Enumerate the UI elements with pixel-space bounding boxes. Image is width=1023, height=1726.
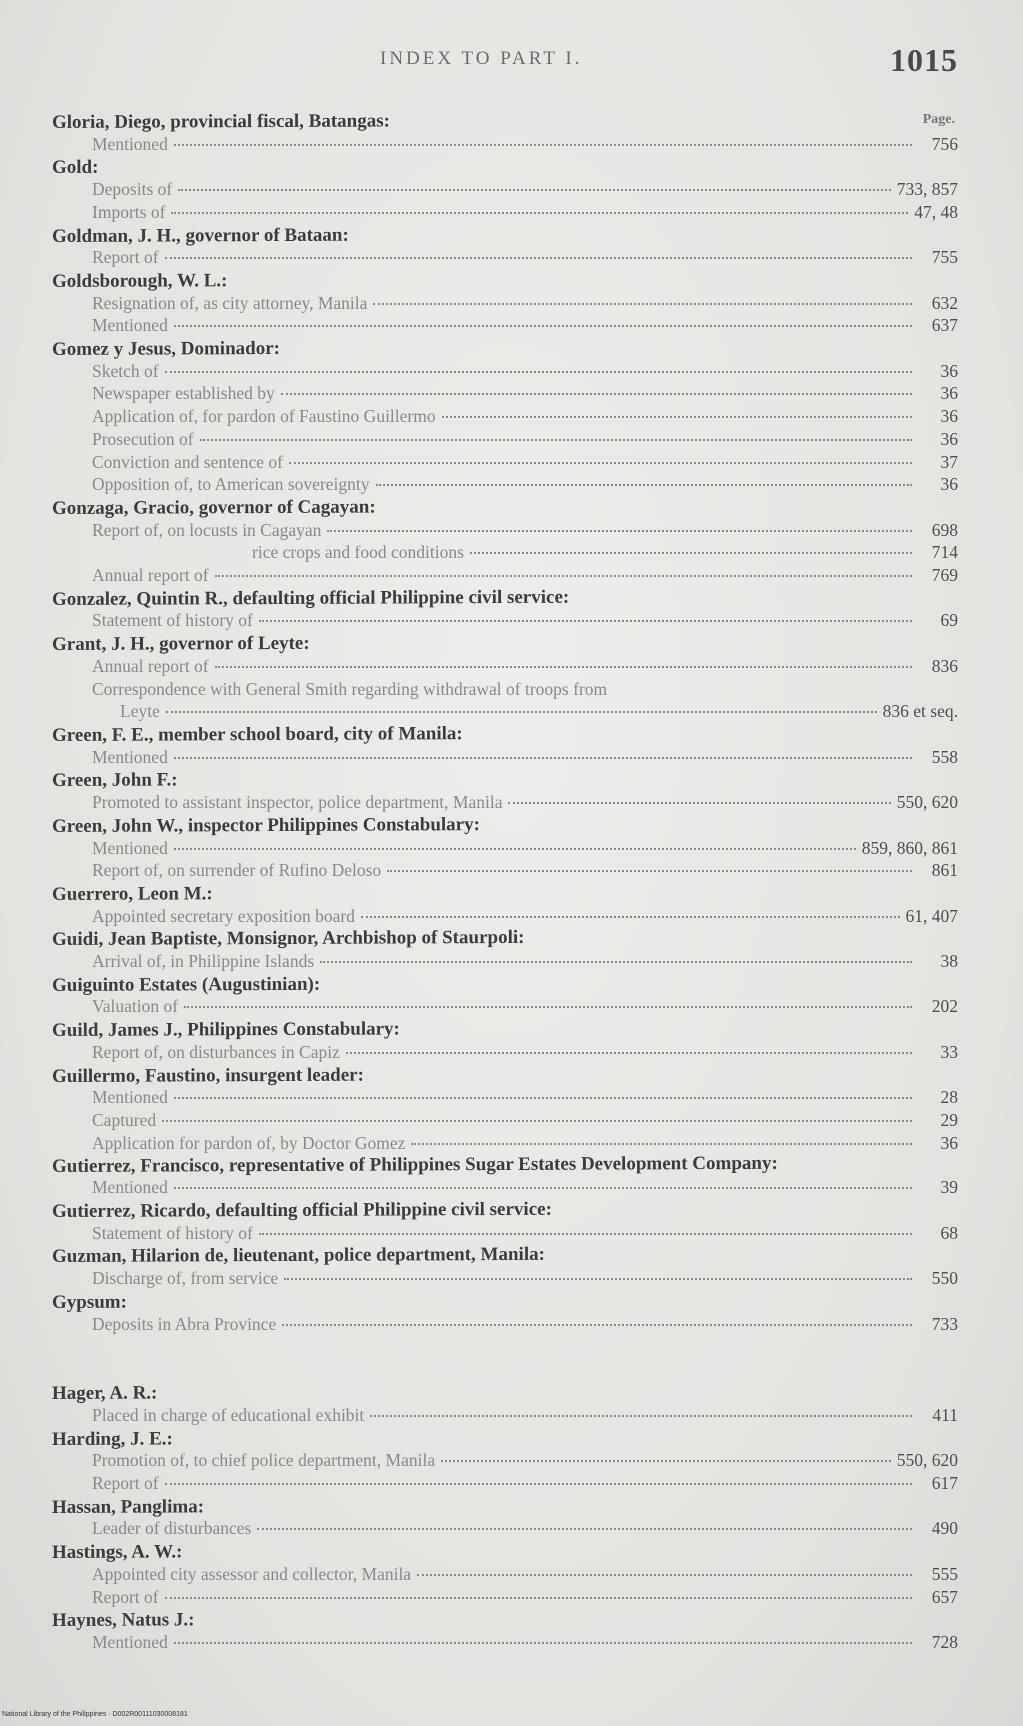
index-subentry xyxy=(52,655,958,678)
dot-leader xyxy=(417,1574,912,1576)
page-reference: 411 xyxy=(932,1404,958,1425)
index-subentry xyxy=(52,678,958,701)
page-reference: 202 xyxy=(931,996,958,1017)
dot-leader xyxy=(171,212,908,214)
subentry-text: Mentioned xyxy=(92,1087,168,1108)
index-heading: Guidi, Jean Baptiste, Monsignor, Archbishop of Staurpoli: xyxy=(52,927,525,951)
dot-leader xyxy=(165,257,912,259)
page-reference: 733, 857 xyxy=(896,179,958,200)
dot-leader xyxy=(174,848,856,850)
section-gap xyxy=(52,1335,958,1381)
index-subentry xyxy=(52,292,958,315)
dot-leader xyxy=(162,1120,912,1122)
page-reference: 490 xyxy=(931,1518,958,1539)
index-subentry xyxy=(52,133,958,156)
dot-leader xyxy=(376,484,912,486)
subentry-text: Statement of history of xyxy=(92,1222,253,1243)
index-subentry xyxy=(52,360,958,383)
dot-leader xyxy=(174,1097,912,1099)
index-heading: Hager, A. R.: xyxy=(52,1382,158,1405)
subentry-text: Report of, on disturbances in Capiz xyxy=(92,1041,340,1062)
page-reference: 37 xyxy=(940,451,958,472)
page-reference: 36 xyxy=(940,360,958,381)
index-subentry xyxy=(52,1041,958,1064)
dot-leader xyxy=(174,1187,912,1189)
index-subentry xyxy=(52,1132,958,1155)
subentry-text: Report of xyxy=(92,247,159,268)
dot-leader xyxy=(165,371,912,373)
subentry-text: Placed in charge of educational exhibit xyxy=(92,1404,365,1425)
subentry-text: Promotion of, to chief police department, Manila xyxy=(92,1450,436,1471)
index-heading: Guild, James J., Philippines Constabulary: xyxy=(52,1018,400,1042)
dot-leader xyxy=(470,552,912,554)
page-reference: 698 xyxy=(931,519,958,540)
index-subentry xyxy=(52,1404,958,1427)
index-subentry xyxy=(52,1086,958,1109)
subentry-text: Prosecution of xyxy=(92,428,194,449)
subentry-text: Mentioned xyxy=(92,1177,168,1198)
dot-leader xyxy=(166,711,877,713)
dot-leader xyxy=(346,1052,912,1054)
dot-leader xyxy=(281,393,912,395)
subentry-text: Report of, on locusts in Cagayan xyxy=(92,519,322,540)
dot-leader xyxy=(174,325,912,327)
index-subentry xyxy=(52,609,958,632)
index-subentry xyxy=(52,314,958,337)
dot-leader xyxy=(165,1483,912,1485)
index-subentry xyxy=(52,995,958,1018)
index-subentry xyxy=(52,564,958,587)
subentry-text: Leader of disturbances xyxy=(92,1518,252,1539)
page-reference: 36 xyxy=(940,428,958,449)
index-heading: Guzman, Hilarion de, lieutenant, police department, Manila: xyxy=(52,1244,545,1268)
page-reference: 550, 620 xyxy=(896,792,958,813)
index-heading: Gonzalez, Quintin R., defaulting official Philippine civil service: xyxy=(52,586,570,610)
footer-credit: National Library of the Philippines · D002R00111030008181 xyxy=(2,1711,188,1718)
dot-leader xyxy=(289,462,912,464)
dot-leader xyxy=(327,530,912,532)
subentry-text: Report of xyxy=(92,1473,159,1494)
subentry-text: Opposition of, to American sovereignty xyxy=(92,474,370,495)
dot-leader xyxy=(508,802,890,804)
index-subentry xyxy=(52,859,958,882)
subentry-text: Mentioned xyxy=(92,746,168,767)
dot-leader xyxy=(284,1278,912,1280)
subentry-text: Deposits in Abra Province xyxy=(92,1313,277,1334)
index-heading: Harding, J. E.: xyxy=(52,1428,173,1450)
subentry-text: Mentioned xyxy=(92,315,168,336)
index-subentry xyxy=(52,382,958,405)
dot-leader xyxy=(373,303,912,305)
page-reference: 861 xyxy=(931,860,958,881)
index-heading: Hastings, A. W.: xyxy=(52,1541,183,1564)
subentry-text: Annual report of xyxy=(92,565,209,586)
subentry-text: Appointed city assessor and collector, Manila xyxy=(92,1563,412,1584)
index-subentry xyxy=(52,905,958,928)
index-heading: Haynes, Natus J.: xyxy=(52,1609,195,1632)
page-reference: 550, 620 xyxy=(896,1450,958,1471)
page-reference: 68 xyxy=(940,1222,958,1243)
page-column-label: Page. xyxy=(922,112,955,127)
index-heading: Goldsborough, W. L.: xyxy=(52,270,228,292)
index-heading: Gloria, Diego, provincial fiscal, Batangas: xyxy=(52,110,390,133)
index-heading: Gutierrez, Ricardo, defaulting official Philippine civil service: xyxy=(52,1198,552,1223)
index-list xyxy=(52,110,958,1654)
index-subentry xyxy=(52,1313,958,1336)
page-reference: 555 xyxy=(931,1563,958,1584)
index-subentry xyxy=(52,246,958,269)
page-reference: 61, 407 xyxy=(905,905,958,926)
index-heading: Guerrero, Leon M.: xyxy=(52,883,213,905)
subentry-text: Report of, on surrender of Rufino Deloso xyxy=(92,860,382,881)
dot-leader xyxy=(215,666,912,668)
index-subentry xyxy=(52,451,958,474)
subentry-text: Valuation of xyxy=(92,996,179,1017)
index-subentry xyxy=(52,1176,958,1199)
page-reference: 29 xyxy=(940,1109,958,1130)
subentry-text: Mentioned xyxy=(92,837,168,858)
page-reference: 728 xyxy=(931,1632,958,1652)
index-heading: Gold: xyxy=(52,157,99,179)
page-reference: 558 xyxy=(931,746,958,767)
index-subentry xyxy=(52,519,958,542)
page-reference: 755 xyxy=(931,247,958,268)
subentry-text: Captured xyxy=(92,1109,157,1130)
page-reference: 769 xyxy=(931,565,958,586)
page-reference: 836 xyxy=(931,655,958,676)
index-subentry xyxy=(52,405,958,428)
page-reference: 836 et seq. xyxy=(882,701,958,722)
subentry-text: Mentioned xyxy=(92,1632,168,1652)
index-subentry xyxy=(52,1631,958,1654)
index-subentry xyxy=(52,1586,958,1609)
page-reference: 36 xyxy=(940,474,958,495)
subentry-text: Arrival of, in Philippine Islands xyxy=(92,951,315,972)
index-heading: Grant, J. H., governor of Leyte: xyxy=(52,633,310,656)
dot-leader xyxy=(320,961,912,963)
index-heading: Guiguinto Estates (Augustinian): xyxy=(52,973,321,996)
index-heading: Gutierrez, Francisco, representative of Philippines Sugar Estates Development Company: xyxy=(52,1153,778,1178)
dot-leader xyxy=(184,1006,912,1008)
index-subentry xyxy=(52,1222,958,1245)
dot-leader xyxy=(441,1460,891,1462)
dot-leader xyxy=(411,1143,912,1145)
subentry-text: Imports of xyxy=(92,201,166,222)
subentry-text: rice crops and food conditions xyxy=(252,542,464,563)
subentry-text: Report of xyxy=(92,1586,159,1607)
index-heading: Green, John F.: xyxy=(52,769,178,792)
subentry-text: Mentioned xyxy=(92,133,168,154)
subentry-text: Statement of history of xyxy=(92,610,253,631)
index-subentry xyxy=(52,1109,958,1132)
dot-leader xyxy=(387,870,912,872)
subentry-text: Correspondence with General Smith regarding withdrawal of troops from xyxy=(92,678,608,699)
index-heading: Green, John W., inspector Philippines Constabulary: xyxy=(52,813,480,837)
running-head: INDEX TO PART I. xyxy=(380,48,583,69)
page-number: 1015 xyxy=(890,42,958,78)
page-reference: 550 xyxy=(931,1268,958,1289)
subentry-text: Annual report of xyxy=(92,655,209,676)
page-reference: 617 xyxy=(931,1473,958,1494)
dot-leader xyxy=(259,1233,912,1235)
index-subentry xyxy=(52,178,958,201)
page-reference: 859, 860, 861 xyxy=(861,837,958,858)
index-subentry xyxy=(52,541,958,564)
index-subentry xyxy=(52,700,958,723)
dot-leader xyxy=(178,189,891,191)
index-subentry xyxy=(52,1563,958,1586)
index-heading: Gomez y Jesus, Dominador: xyxy=(52,338,280,361)
index-subentry xyxy=(52,837,958,860)
subentry-text: Discharge of, from service xyxy=(92,1268,279,1289)
subentry-text: Resignation of, as city attorney, Manila xyxy=(92,292,368,313)
subentry-text: Leyte xyxy=(120,701,160,722)
index-subentry xyxy=(52,791,958,814)
index-subentry xyxy=(52,201,958,224)
subentry-text: Appointed secretary exposition board xyxy=(92,905,355,926)
dot-leader xyxy=(174,757,912,759)
page-reference: 632 xyxy=(931,292,958,313)
index-heading: Hassan, Panglima: xyxy=(52,1496,205,1518)
dot-leader xyxy=(165,1597,912,1599)
index-heading: Gypsum: xyxy=(52,1291,127,1313)
dot-leader xyxy=(174,1642,912,1644)
page-reference: 39 xyxy=(940,1177,958,1198)
page-reference: 637 xyxy=(931,315,958,336)
page-reference: 756 xyxy=(931,133,958,154)
dot-leader xyxy=(257,1528,912,1530)
dot-leader xyxy=(442,416,912,418)
page-reference: 69 xyxy=(940,610,958,631)
page-reference: 714 xyxy=(931,542,958,563)
index-subentry xyxy=(52,950,958,973)
page-reference: 33 xyxy=(940,1041,958,1062)
index-heading: Goldman, J. H., governor of Bataan: xyxy=(52,224,349,247)
page-reference: 38 xyxy=(940,951,958,972)
page-reference: 28 xyxy=(940,1087,958,1108)
index-heading: Guillermo, Faustino, insurgent leader: xyxy=(52,1064,364,1087)
page-reference: 36 xyxy=(940,1132,958,1153)
index-subentry xyxy=(52,428,958,451)
page-reference: 47, 48 xyxy=(914,201,958,222)
dot-leader xyxy=(215,575,912,577)
index-subentry xyxy=(52,473,958,496)
index-subentry xyxy=(52,1267,958,1290)
subentry-text: Application of, for pardon of Faustino Guillermo xyxy=(92,406,436,427)
index-subentry xyxy=(52,1517,958,1540)
page-reference: 733 xyxy=(931,1313,958,1334)
index-subentry xyxy=(52,746,958,769)
page-reference: 657 xyxy=(931,1586,958,1607)
index-heading: Gonzaga, Gracio, governor of Cagayan: xyxy=(52,496,376,519)
subentry-text: Application for pardon of, by Doctor Gomez xyxy=(92,1132,406,1153)
index-subentry xyxy=(52,1449,958,1472)
dot-leader xyxy=(361,916,900,918)
subentry-text: Conviction and sentence of xyxy=(92,451,283,472)
subentry-text: Deposits of xyxy=(92,179,173,200)
page-reference: 36 xyxy=(940,406,958,427)
index-heading: Green, F. E., member school board, city of Manila: xyxy=(52,723,463,746)
page-reference: 36 xyxy=(940,383,958,404)
subentry-text: Newspaper established by xyxy=(92,383,275,404)
dot-leader xyxy=(370,1415,912,1417)
subentry-text: Promoted to assistant inspector, police department, Manila xyxy=(92,792,503,813)
subentry-text: Sketch of xyxy=(92,360,159,381)
dot-leader xyxy=(282,1324,912,1326)
dot-leader xyxy=(259,620,912,622)
index-subentry xyxy=(52,1472,958,1495)
dot-leader xyxy=(174,144,912,146)
dot-leader xyxy=(200,439,912,441)
